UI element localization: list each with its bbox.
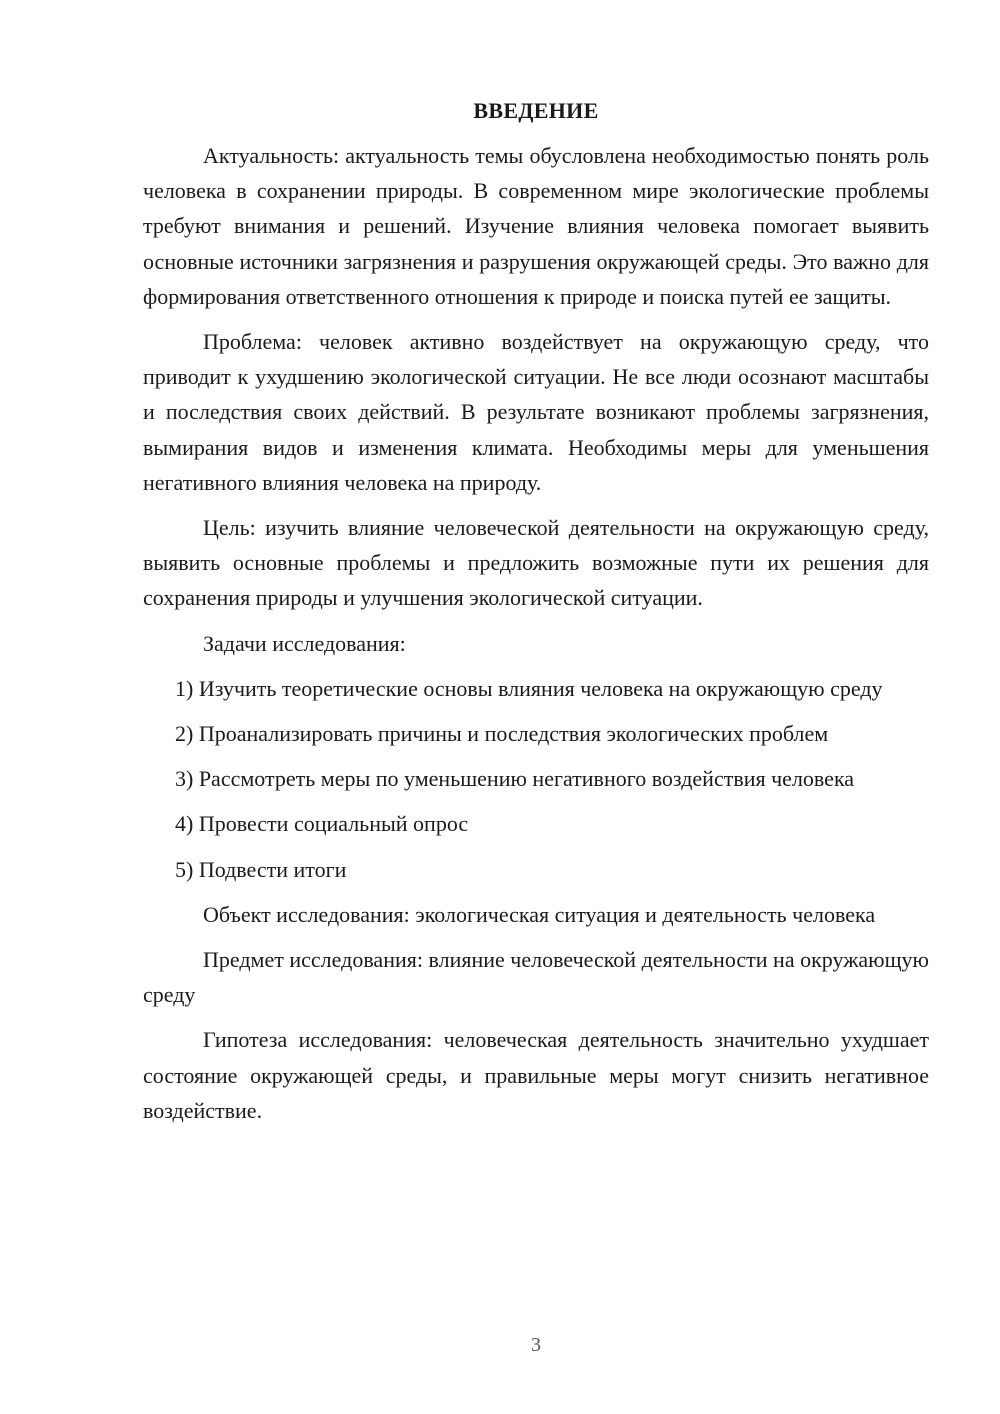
task-item-5: 5) Подвести итоги xyxy=(175,856,347,882)
task-item-1: 1) Изучить теоретические основы влияния человека на окружающую среду xyxy=(175,675,883,701)
problem-paragraph: Проблема: человек активно воздействует на окружающую среду, что приводит к ухудшению экологической ситуации. Не все люди осознают масштабы и последствия своих действий. В результате возникают проблемы загрязнения, вымирания видов и изменения климата. Необходимы меры для уменьшения негативного влияния человека на природу. xyxy=(143,329,929,495)
tasks-heading: Задачи исследования: xyxy=(203,630,406,656)
document-page xyxy=(143,96,929,1138)
goal-paragraph: Цель: изучить влияние человеческой деятельности на окружающую среду, выявить основные проблемы и предложить возможные пути их решения для сохранения природы и улучшения экологической ситуации. xyxy=(143,515,929,611)
page-title: ВВЕДЕНИЕ xyxy=(473,98,599,123)
object-paragraph: Объект исследования: экологическая ситуация и деятельность человека xyxy=(203,901,876,927)
task-item-3: 3) Рассмотреть меры по уменьшению негативного воздействия человека xyxy=(175,766,855,792)
relevance-paragraph: Актуальность: актуальность темы обусловлена необходимостью понять роль человека в сохранении природы. В современном мире экологические проблемы требуют внимания и решений. Изучение влияния человека помогает выявить основные источники загрязнения и разрушения окружающей среды. Это важно для формирования ответственного отношения к природе и поиска путей ее защиты. xyxy=(143,143,929,309)
subject-paragraph: Предмет исследования: влияние человеческой деятельности на окружающую среду xyxy=(143,947,929,1008)
task-item-4: 4) Провести социальный опрос xyxy=(175,811,469,837)
hypothesis-paragraph: Гипотеза исследования: человеческая деятельность значительно ухудшает состояние окружающей среды, и правильные меры могут снизить негативное воздействие. xyxy=(143,1027,929,1123)
page-number: 3 xyxy=(531,1334,541,1356)
task-item-2: 2) Проанализировать причины и последствия экологических проблем xyxy=(175,721,829,747)
